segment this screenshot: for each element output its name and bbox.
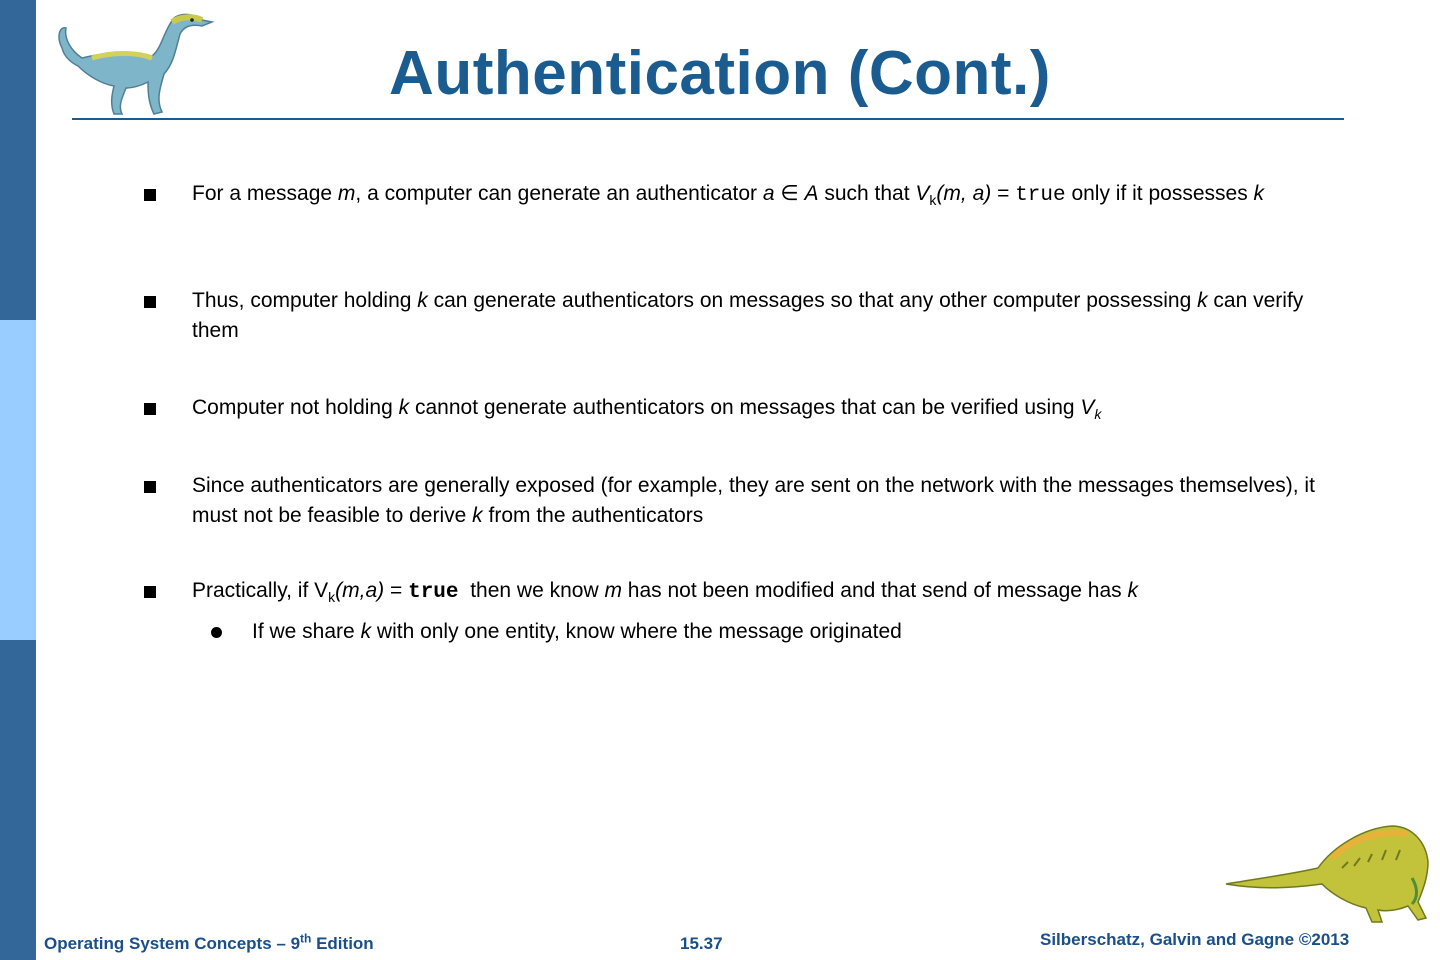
dinosaur-logo-bottom [1222, 818, 1432, 928]
bullet-marker [144, 296, 156, 308]
footer-book-title: Operating System Concepts – 9th Edition [44, 931, 374, 953]
footer-page-number: 15.37 [680, 934, 723, 953]
slide-title: Authentication (Cont.) [389, 39, 1051, 108]
sub-bullet-marker [211, 627, 222, 638]
bullet-2: Thus, computer holding k can generate authenticators on messages so that any other computer possessing k can verify them [192, 289, 1304, 342]
bullet-4: Since authenticators are generally exposed (for example, they are sent on the network with the messages themselves), it must not be feasible to derive k from the authenticators [192, 474, 1315, 527]
bullet-3: Computer not holding k cannot generate authenticators on messages that can be verified using $V_k$ [192, 396, 1102, 423]
bullet-marker [144, 481, 156, 493]
footer-copyright: Silberschatz, Galvin and Gagne ©2013 [1040, 930, 1350, 949]
sub-bullet-1: If we share k with only one entity, know where the message originated [252, 620, 902, 643]
bullet-marker [144, 586, 156, 598]
bullet-5: Practically, if $V_k(m,a)$ = true then we know m has not been modified and that send of message has k [192, 579, 1138, 606]
bullet-1: For a message m, a computer can generate an authenticator a ∈ A such that $V_k(m$, a) = true only if it possesses k [192, 182, 1265, 209]
bullet-marker [144, 189, 156, 201]
bullet-marker [144, 403, 156, 415]
